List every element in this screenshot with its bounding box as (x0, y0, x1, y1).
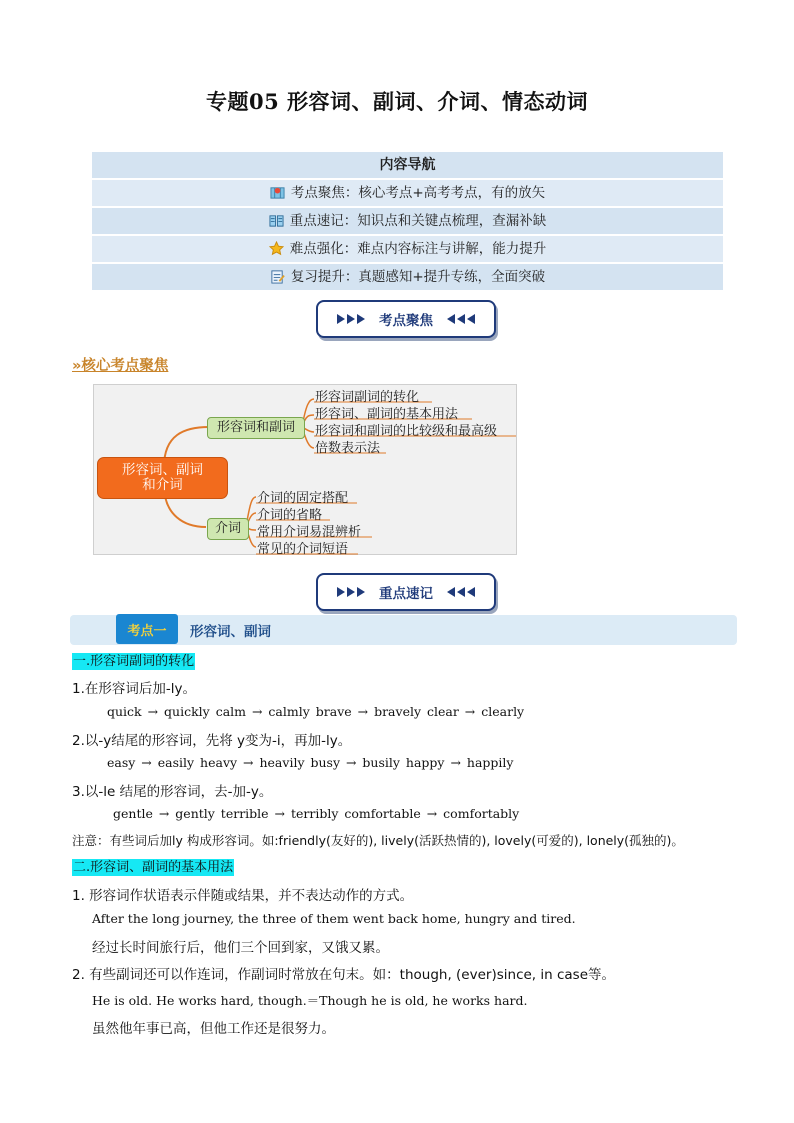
mind-leaf: 常用介词易混辨析 (257, 525, 362, 540)
mind-leaf: 倍数表示法 (315, 441, 381, 456)
map-icon (270, 185, 285, 200)
core-heading: »核心考点聚焦 (72, 358, 169, 374)
page-title: 专题05 形容词、副词、介词、情态动词 (205, 89, 589, 114)
example-en: After the long journey, the three of them went back home, hungry and tired. (92, 911, 576, 926)
mind-leaf: 常见的介词短语 (257, 542, 349, 557)
section-badge: 考点一 (116, 614, 178, 644)
notes-banner (316, 573, 496, 611)
mind-leaf: 形容词副词的转化 (315, 390, 420, 405)
example-line: quick → quickly calm → calmly brave → bravely clear → clearly (107, 704, 525, 719)
note-text: 注意：有些词后加ly 构成形容词。如:friendly(友好的), lively(活跃热情的), lovely(可爱的), lonely(孤独的)。 (72, 833, 684, 848)
navigation-heading: 内容导航 (92, 152, 723, 178)
star-icon (269, 241, 284, 256)
nav-item-focus (92, 180, 723, 206)
notes-banner-label: 重点速记 (379, 586, 433, 602)
rule-text: 1. 形容词作状语表示伴随或结果，并不表达动作的方式。 (72, 888, 414, 904)
triangle-left-icon (447, 587, 475, 597)
mind-leaf: 介词的固定搭配 (257, 491, 349, 506)
mind-leaf: 介词的省略 (257, 508, 323, 523)
mind-leaf: 形容词和副词的比较级和最高级 (315, 424, 498, 439)
rule-text: 2.以-y结尾的形容词，先将 y变为-i，再加-ly。 (72, 733, 352, 749)
focus-banner-label: 考点聚焦 (379, 313, 433, 329)
rule-text: 1.在形容词后加-ly。 (72, 681, 196, 697)
rule-text: 2. 有些副词还可以作连词，作副词时常放在句末。如：though, (ever)since, in case等。 (72, 967, 616, 983)
nav-item-text: 考点聚焦：核心考点+高考考点，有的放矢 (290, 185, 546, 201)
example-cn: 经过长时间旅行后，他们三个回到家，又饿又累。 (92, 940, 389, 956)
nav-item-text: 重点速记：知识点和关键点梳理，查漏补缺 (289, 213, 547, 229)
mind-leaf: 形容词、副词的基本用法 (315, 407, 459, 422)
nav-item-text: 难点强化：难点内容标注与讲解，能力提升 (289, 241, 547, 257)
content-navigation (92, 152, 723, 292)
rule-text: 3.以-le 结尾的形容词，去-加-y。 (72, 784, 273, 800)
part1-heading: 一.形容词副词的转化 (73, 654, 195, 669)
triangle-right-icon (337, 314, 365, 324)
part2-heading: 二.形容词、副词的基本用法 (73, 860, 234, 875)
nav-item-review (92, 264, 723, 290)
example-en: He is old. He works hard, though.＝Though he is old, he works hard. (92, 993, 528, 1008)
section-title: 形容词、副词 (190, 624, 271, 640)
triangle-right-icon (337, 587, 365, 597)
mind-map (93, 384, 517, 555)
book-icon (269, 213, 284, 228)
notepad-icon (270, 269, 285, 284)
nav-item-difficult (92, 236, 723, 262)
example-line: gentle → gently terrible → terribly comfortable → comfortably (113, 806, 520, 821)
nav-item-text: 复习提升：真题感知+提升专练，全面突破 (290, 269, 546, 285)
focus-banner (316, 300, 496, 338)
mind-branch-prep: 介词 (207, 518, 249, 540)
nav-item-notes (92, 208, 723, 234)
mind-root: 形容词、副词 和介词 (97, 457, 228, 499)
mind-branch-adj-adv: 形容词和副词 (207, 417, 305, 439)
example-cn: 虽然他年事已高，但他工作还是很努力。 (92, 1021, 335, 1037)
triangle-left-icon (447, 314, 475, 324)
example-line: easy → easily heavy → heavily busy → busily happy → happily (107, 755, 514, 770)
